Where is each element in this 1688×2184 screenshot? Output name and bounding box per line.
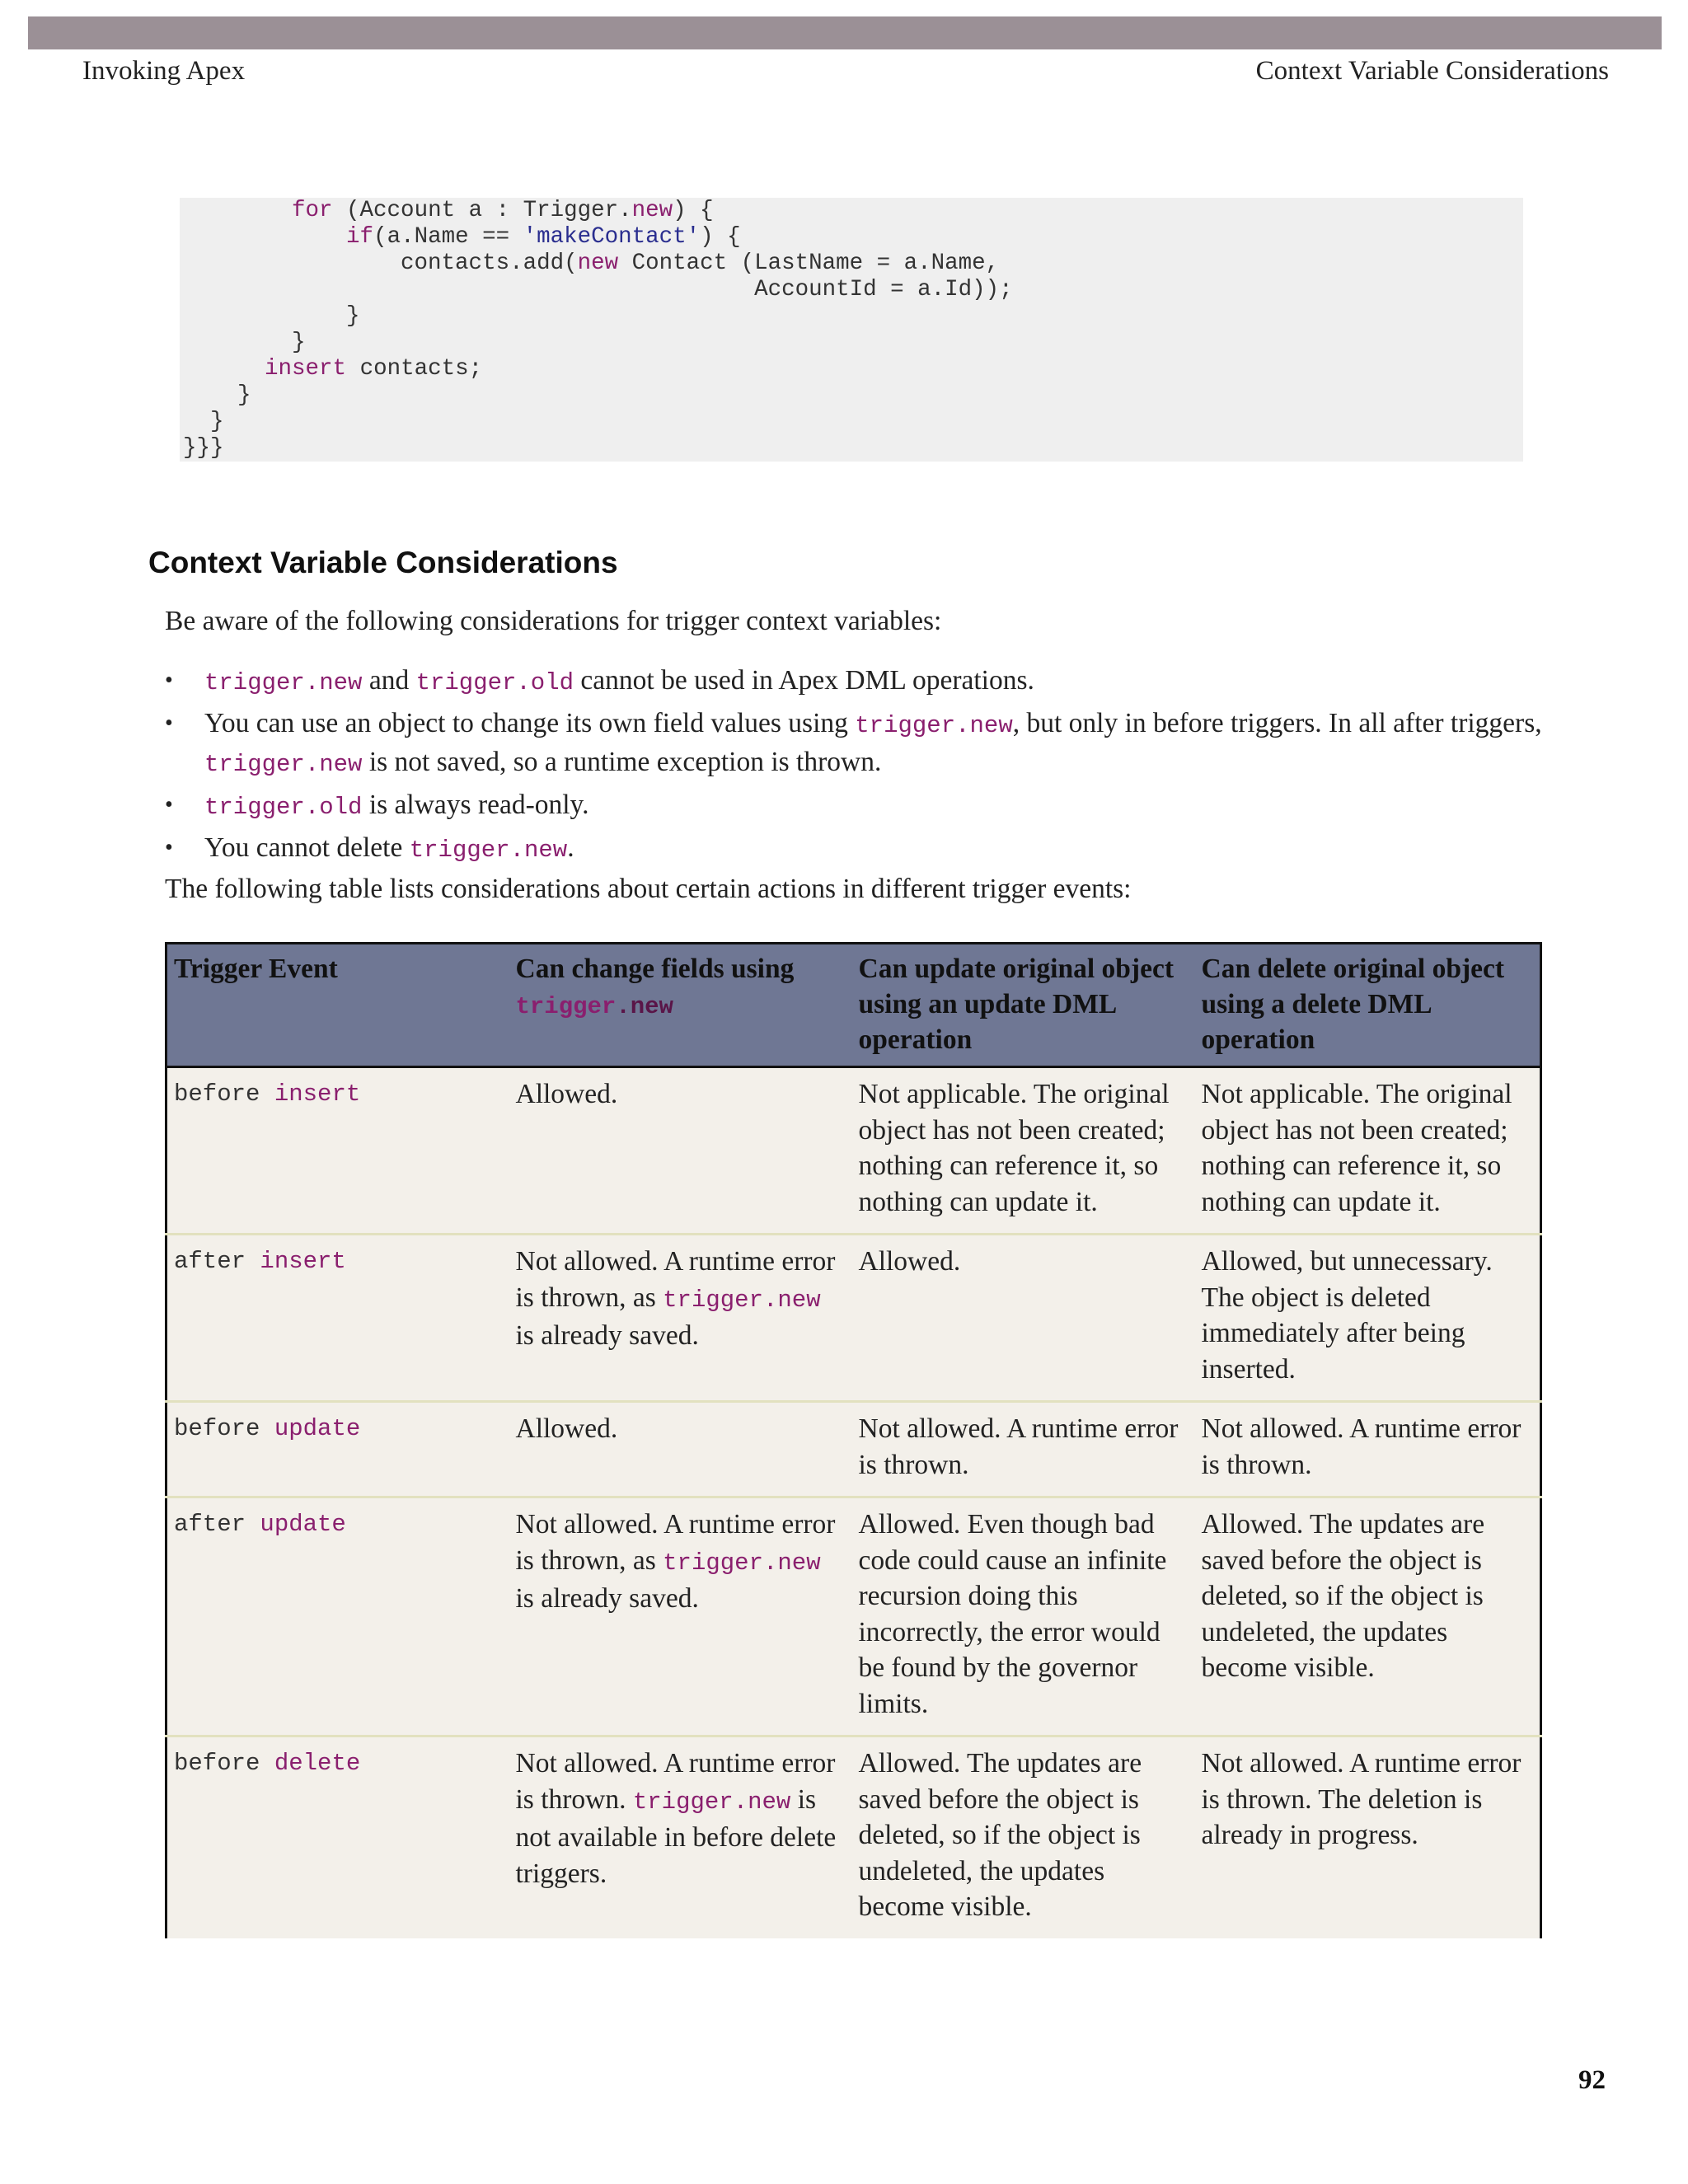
table-row [166,1736,1541,1938]
table-intro-paragraph: The following table lists considerations about certain actions in different trigger events: [165,874,1132,904]
considerations-list [165,663,1550,873]
table-row [166,1235,1541,1402]
table-row [166,1497,1541,1736]
trigger-event-cell: after insert [166,1235,509,1402]
delete-cell: Not allowed. A runtime error is thrown. The deletion is already in progress. [1195,1736,1541,1938]
change-cell: Not allowed. A runtime error is thrown, as trigger.new is already saved. [509,1497,852,1736]
intro-paragraph: Be aware of the following considerations for trigger context variables: [165,606,942,636]
table-header-row [166,944,1541,1067]
trigger-event-cell: before update [166,1402,509,1497]
header-bar [28,16,1662,49]
update-cell: Allowed. Even though bad code could cause an infinite recursion doing this incorrectly, the error would be found by the governor limits. [852,1497,1195,1736]
update-cell: Allowed. [852,1235,1195,1402]
change-cell: Allowed. [509,1402,852,1497]
header-trigger-event: Trigger Event [166,944,509,1067]
trigger-event-cell: after update [166,1497,509,1736]
list-item: • trigger.old is always read-only. [165,787,1550,826]
update-cell: Allowed. The updates are saved before the object is deleted, so if the object is undeleted, the updates become visible. [852,1736,1195,1938]
header-can-change-fields: Can change fields using trigger.new [509,944,852,1067]
section-title: Context Variable Considerations [148,546,618,579]
trigger-event-cell: before insert [166,1067,509,1235]
list-item: • You cannot delete trigger.new. [165,830,1550,869]
delete-cell: Allowed, but unnecessary. The object is deleted immediately after being inserted. [1195,1235,1541,1402]
change-cell: Allowed. [509,1067,852,1235]
code-listing: for (Account a : Trigger.new) { if(a.Name == 'makeContact') { contacts.add(new Contact (LastName = a.Name, AccountId = a.Id)); } } insert contacts; } } }}} [183,198,1013,461]
list-item: • trigger.new and trigger.old cannot be used in Apex DML operations. [165,663,1550,701]
table-row [166,1067,1541,1235]
header-can-update: Can update original object using an update DML operation [852,944,1195,1067]
change-cell: Not allowed. A runtime error is thrown. trigger.new is not available in before delete triggers. [509,1736,852,1938]
update-cell: Not applicable. The original object has not been created; nothing can reference it, so nothing can update it. [852,1067,1195,1235]
trigger-event-cell: before delete [166,1736,509,1938]
table-row [166,1402,1541,1497]
trigger-events-table [165,942,1542,1938]
header-left-title: Invoking Apex [82,56,246,86]
change-cell: Not allowed. A runtime error is thrown, as trigger.new is already saved. [509,1235,852,1402]
update-cell: Not allowed. A runtime error is thrown. [852,1402,1195,1497]
delete-cell: Not allowed. A runtime error is thrown. [1195,1402,1541,1497]
header-right-title: Context Variable Considerations [1255,56,1609,86]
delete-cell: Allowed. The updates are saved before the object is deleted, so if the object is undeleted, the updates become visible. [1195,1497,1541,1736]
code-block [180,198,1523,462]
list-item: • You can use an object to change its own field values using trigger.new, but only in before triggers. In all after triggers, trigger.new is not saved, so a runtime exception is thrown. [165,705,1550,783]
page-number: 92 [1578,2065,1606,2095]
delete-cell: Not applicable. The original object has not been created; nothing can reference it, so nothing can update it. [1195,1067,1541,1235]
header-can-delete: Can delete original object using a delete DML operation [1195,944,1541,1067]
